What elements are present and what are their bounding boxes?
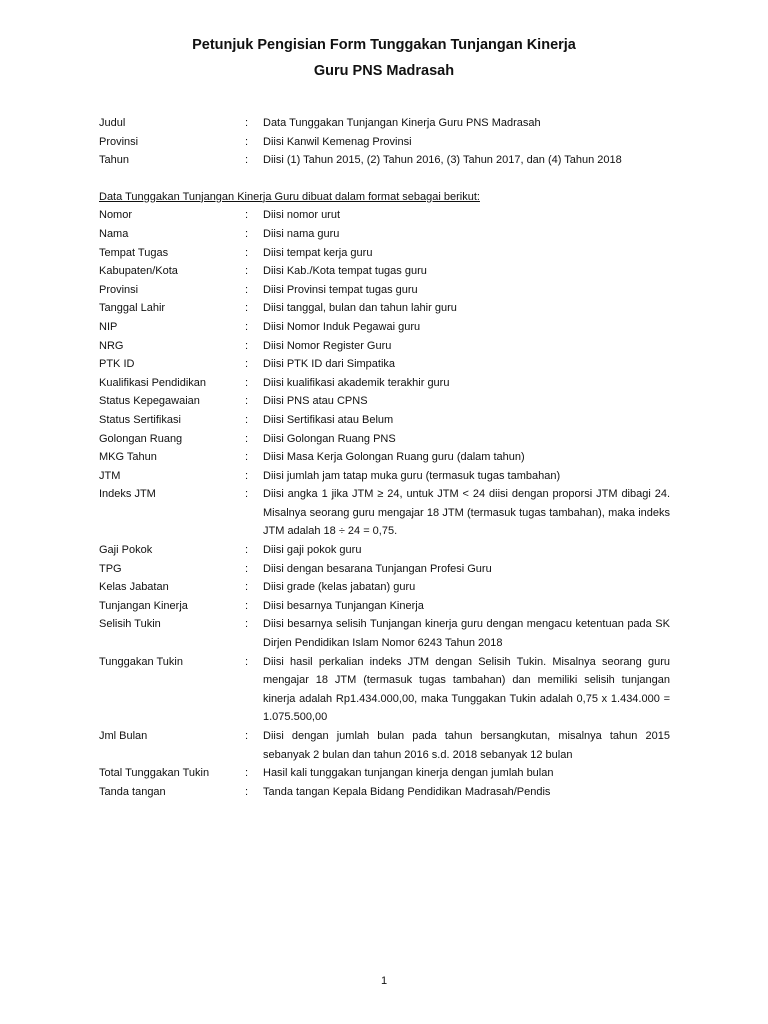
form-instruction-row [99,244,670,263]
field-rows [99,206,670,801]
row-value: Diisi PNS atau CPNS [263,395,368,408]
row-label: Kualifikasi Pendidikan [99,376,207,389]
row-label: Gaji Pokok [99,544,153,557]
row-label: Provinsi [99,283,139,296]
row-value: Diisi Nomor Register Guru [263,339,392,352]
header-rows [99,114,670,170]
row-separator: : [245,544,249,557]
row-label: NRG [99,339,124,352]
row-separator: : [245,395,249,408]
form-instruction-row [99,151,670,170]
row-separator: : [245,339,249,352]
form-instruction-row [99,727,670,764]
form-instruction-row [99,764,670,783]
row-value: Diisi Golongan Ruang PNS [263,432,396,445]
row-label: Tanda tangan [99,785,166,798]
row-separator: : [245,265,249,278]
row-value: Diisi (1) Tahun 2015, (2) Tahun 2016, (3) Tahun 2017, dan (4) Tahun 2018 [263,154,622,167]
form-instruction-row [99,225,670,244]
row-separator: : [245,302,249,315]
form-instruction-row [99,374,670,393]
form-instruction-row [99,597,670,616]
row-separator: : [245,283,249,296]
form-instruction-row [99,615,670,652]
form-instruction-row [99,355,670,374]
row-separator: : [245,730,249,742]
row-value: Diisi tanggal, bulan dan tahun lahir guru [263,302,457,315]
row-label: Status Kepegawaian [99,395,200,408]
row-label: Nomor [99,209,133,222]
row-separator: : [245,227,249,240]
row-value: Diisi jumlah jam tatap muka guru (termasuk tugas tambahan) [263,469,561,482]
form-instruction-row [99,299,670,318]
form-instruction-row [99,430,670,449]
form-instruction-row [99,560,670,579]
row-label: Status Sertifikasi [99,413,181,426]
row-label: NIP [99,320,118,333]
form-instruction-row [99,541,670,560]
row-value: Diisi Nomor Induk Pegawai guru [263,320,421,333]
row-value: Diisi Kanwil Kemenag Provinsi [263,135,412,148]
form-instruction-row [99,337,670,356]
row-label: Tunjangan Kinerja [99,599,188,612]
row-label: JTM [99,469,121,482]
row-separator: : [245,135,249,148]
row-separator: : [245,154,249,167]
row-separator: : [245,413,249,426]
row-separator: : [245,599,249,612]
row-value: Diisi hasil perkalian indeks JTM dengan Selisih Tukin. Misalnya seorang guru mengajar 18 JTM (termasuk tugas tambahan) dan memiliki selisih tunjangan kinerja adalah Rp1.434.000,00, maka Tunggakan Tukin adalah 0,75 x 1.434.000 = 1.075.500,00 [263,655,670,724]
row-label: PTK ID [99,358,135,371]
row-label: Tanggal Lahir [99,302,166,315]
row-separator: : [245,246,249,259]
row-separator: : [245,767,249,780]
form-instruction-row [99,783,670,802]
row-separator: : [245,581,249,594]
row-value: Hasil kali tunggakan tunjangan kinerja dengan jumlah bulan [263,767,554,780]
row-separator: : [245,785,249,798]
row-label: Tunggakan Tukin [99,655,183,668]
row-label: Jml Bulan [99,730,148,742]
row-label: Judul [99,117,126,129]
row-value: Diisi Kab./Kota tempat tugas guru [263,265,427,278]
row-value: Diisi tempat kerja guru [263,246,373,259]
document-title-line1: Petunjuk Pengisian Form Tunggakan Tunjangan Kinerja [192,37,576,53]
form-instruction-row [99,206,670,225]
form-instruction-row [99,262,670,281]
row-label: Provinsi [99,135,139,148]
row-label: Golongan Ruang [99,432,183,445]
row-label: TPG [99,562,122,575]
row-separator: : [245,376,249,389]
row-separator: : [245,432,249,445]
form-instruction-row [99,318,670,337]
row-separator: : [245,451,249,464]
row-separator: : [245,209,249,222]
row-label: Indeks JTM [99,488,156,501]
row-value: Diisi Masa Kerja Golongan Ruang guru (dalam tahun) [263,451,525,464]
row-label: Kelas Jabatan [99,581,169,594]
row-value: Diisi besarnya Tunjangan Kinerja [263,599,424,612]
row-label: Selisih Tukin [99,618,161,631]
section-heading: Data Tunggakan Tunjangan Kinerja Guru dibuat dalam format sebagai berikut: [99,190,480,203]
row-value: Diisi nama guru [263,227,340,240]
row-value: Diisi dengan jumlah bulan pada tahun bersangkutan, misalnya tahun 2015 sebanyak 2 bulan dan tahun 2016 s.d. 2018 sebanyak 12 bulan [263,730,670,761]
form-instruction-row [99,133,670,152]
page-number: 1 [380,975,388,987]
row-value: Data Tunggakan Tunjangan Kinerja Guru PNS Madrasah [263,117,541,129]
row-value: Diisi dengan besarana Tunjangan Profesi Guru [263,562,492,575]
row-value: Diisi gaji pokok guru [263,544,362,557]
row-separator: : [245,488,249,501]
document-body [99,114,670,801]
row-value: Diisi grade (kelas jabatan) guru [263,581,416,594]
row-value: Diisi angka 1 jika JTM ≥ 24, untuk JTM < 24 diisi dengan proporsi JTM dibagi 24. Misalnya seorang guru mengajar 18 JTM (termasuk tugas tambahan), maka indeks JTM adalah 18 ÷ 24 = 0,75. [263,488,670,538]
row-separator: : [245,320,249,333]
row-separator: : [245,469,249,482]
row-separator: : [245,655,249,668]
row-separator: : [245,618,249,631]
row-label: Nama [99,227,129,240]
row-separator: : [245,562,249,575]
row-label: Total Tunggakan Tukin [99,767,210,780]
form-instruction-row [99,485,670,541]
row-value: Tanda tangan Kepala Bidang Pendidikan Madrasah/Pendis [263,785,551,798]
form-instruction-row [99,411,670,430]
row-value: Diisi Provinsi tempat tugas guru [263,283,418,296]
form-instruction-row [99,467,670,486]
row-label: Tahun [99,154,129,167]
form-instruction-row [99,653,670,727]
form-instruction-row [99,392,670,411]
row-separator: : [245,358,249,371]
row-value: Diisi kualifikasi akademik terakhir guru [263,376,450,389]
row-label: Kabupaten/Kota [99,265,178,278]
form-instruction-row [99,448,670,467]
row-separator: : [245,117,249,129]
row-value: Diisi Sertifikasi atau Belum [263,413,394,426]
form-instruction-row [99,281,670,300]
row-label: Tempat Tugas [99,246,169,259]
form-instruction-row [99,578,670,597]
row-label: MKG Tahun [99,451,157,464]
document-title-line2: Guru PNS Madrasah [313,63,455,79]
row-value: Diisi besarnya selisih Tunjangan kinerja guru dengan mengacu ketentuan pada SK Dirjen Pendidikan Islam Nomor 6243 Tahun 2018 [263,618,670,650]
form-instruction-row [99,114,670,133]
row-value: Diisi PTK ID dari Simpatika [263,358,396,371]
row-value: Diisi nomor urut [263,209,341,222]
